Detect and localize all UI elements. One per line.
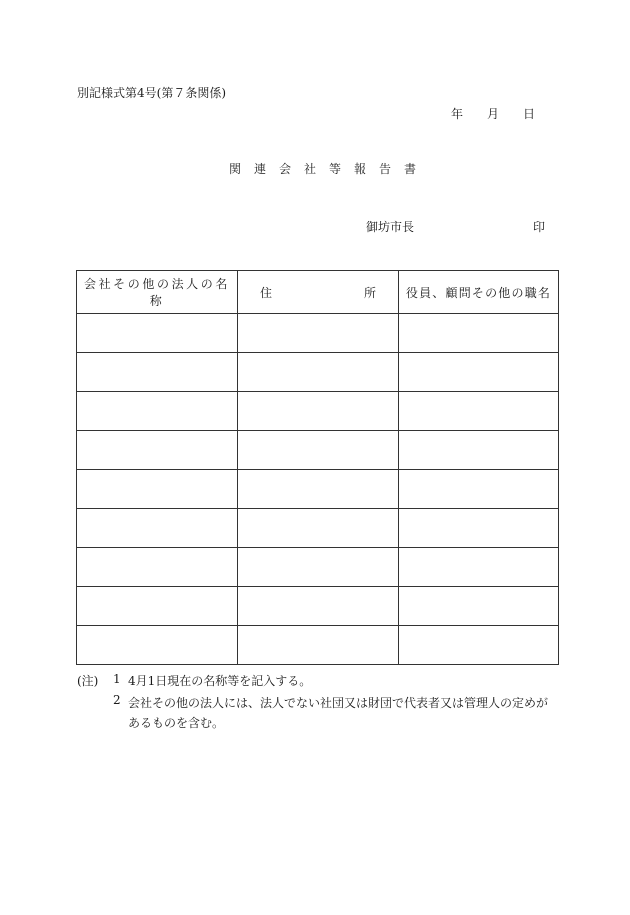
company-name-cell[interactable] [77, 353, 238, 392]
position-cell[interactable] [399, 353, 559, 392]
address-cell[interactable] [238, 314, 399, 353]
company-name-cell[interactable] [77, 314, 238, 353]
table-row [77, 509, 559, 548]
note-2-text: 会社その他の法人には、法人でない社団又は財団で代表者又は管理人の定めがあるものを含む。 [128, 696, 549, 730]
table-row [77, 548, 559, 587]
position-cell[interactable] [399, 470, 559, 509]
header-company-name: 会社その他の法人の名称 [77, 271, 238, 314]
table-row [77, 470, 559, 509]
table-row [77, 314, 559, 353]
table-header-row [77, 271, 559, 314]
table-row [77, 392, 559, 431]
position-cell[interactable] [399, 587, 559, 626]
company-name-cell[interactable] [77, 392, 238, 431]
date-year: 年 [451, 107, 464, 121]
seal-mark: 印 [533, 220, 546, 234]
company-name-cell[interactable] [77, 548, 238, 587]
header-position: 役員、顧問その他の職名 [399, 271, 559, 314]
header-address: 住 所 [238, 271, 399, 314]
position-cell[interactable] [399, 509, 559, 548]
address-cell[interactable] [238, 626, 399, 665]
date-line [451, 105, 535, 122]
table-body [77, 314, 559, 665]
note-1-number: 1 [113, 672, 121, 686]
note-2-number: 2 [113, 693, 121, 707]
address-cell[interactable] [238, 470, 399, 509]
table-row [77, 626, 559, 665]
note-1-text: 4月1日現在の名称等を記入する。 [128, 674, 312, 688]
date-day: 日 [523, 107, 536, 121]
address-cell[interactable] [238, 509, 399, 548]
position-cell[interactable] [399, 431, 559, 470]
position-cell[interactable] [399, 626, 559, 665]
address-cell[interactable] [238, 431, 399, 470]
report-table [76, 270, 559, 665]
address-cell[interactable] [238, 353, 399, 392]
address-cell[interactable] [238, 587, 399, 626]
address-cell[interactable] [238, 392, 399, 431]
address-cell[interactable] [238, 548, 399, 587]
table-row [77, 431, 559, 470]
date-month: 月 [487, 107, 500, 121]
company-name-cell[interactable] [77, 509, 238, 548]
position-cell[interactable] [399, 392, 559, 431]
company-name-cell[interactable] [77, 626, 238, 665]
company-name-cell[interactable] [77, 470, 238, 509]
form-number: 別記様式第4号(第７条関係) [77, 86, 226, 100]
table-row [77, 587, 559, 626]
note-prefix: (注) [77, 674, 99, 688]
position-cell[interactable] [399, 314, 559, 353]
document-title: 関連会社等報告書 [229, 162, 430, 176]
company-name-cell[interactable] [77, 431, 238, 470]
company-name-cell[interactable] [77, 587, 238, 626]
addressee: 御坊市長 [366, 220, 415, 234]
table-row [77, 353, 559, 392]
position-cell[interactable] [399, 548, 559, 587]
